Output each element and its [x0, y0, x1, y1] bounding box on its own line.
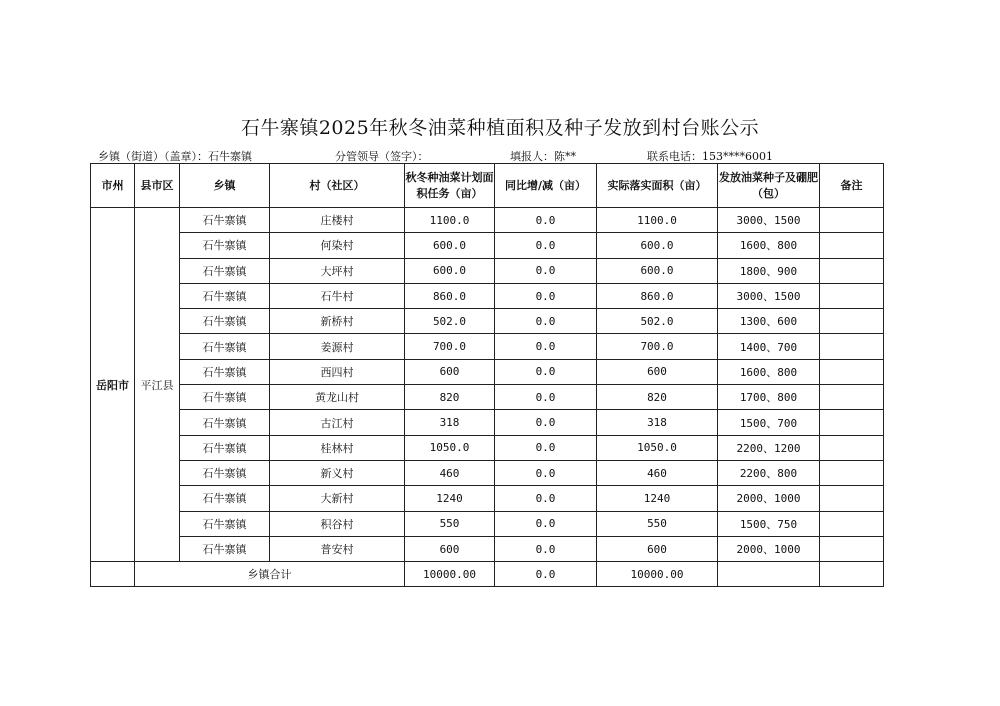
actual-area-cell: 1240 [597, 486, 718, 511]
seed-cell: 3000、1500 [718, 208, 820, 233]
actual-area-cell: 600.0 [597, 233, 718, 258]
note-cell [820, 258, 884, 283]
table-row [91, 283, 884, 308]
header-county: 县市区 [135, 164, 180, 208]
note-cell [820, 486, 884, 511]
town-cell: 石牛寨镇 [180, 536, 270, 561]
table-row [91, 309, 884, 334]
actual-area-cell: 600.0 [597, 258, 718, 283]
village-cell: 黄龙山村 [270, 385, 405, 410]
note-cell [820, 435, 884, 460]
yoy-cell: 0.0 [495, 208, 597, 233]
yoy-cell: 0.0 [495, 359, 597, 384]
town-cell: 石牛寨镇 [180, 410, 270, 435]
village-cell: 新桥村 [270, 309, 405, 334]
village-cell: 大新村 [270, 486, 405, 511]
actual-area-cell: 600 [597, 536, 718, 561]
total-plan-area: 10000.00 [405, 562, 495, 587]
plan-area-cell: 600 [405, 359, 495, 384]
plan-area-cell: 1240 [405, 486, 495, 511]
note-cell [820, 309, 884, 334]
table-row [91, 486, 884, 511]
header-row [91, 164, 884, 208]
table-row [91, 233, 884, 258]
town-cell: 石牛寨镇 [180, 385, 270, 410]
note-cell [820, 460, 884, 485]
actual-area-cell: 860.0 [597, 283, 718, 308]
note-cell [820, 208, 884, 233]
yoy-cell: 0.0 [495, 511, 597, 536]
plan-area-cell: 860.0 [405, 283, 495, 308]
total-yoy: 0.0 [495, 562, 597, 587]
seed-cell: 2200、800 [718, 460, 820, 485]
village-cell: 何染村 [270, 233, 405, 258]
header-actual-area: 实际落实面积（亩） [597, 164, 718, 208]
table-row [91, 536, 884, 561]
city-cell: 岳阳市 [91, 208, 135, 562]
table-row [91, 410, 884, 435]
table-row [91, 258, 884, 283]
yoy-cell: 0.0 [495, 334, 597, 359]
seed-cell: 2200、1200 [718, 435, 820, 460]
total-actual-area: 10000.00 [597, 562, 718, 587]
actual-area-cell: 820 [597, 385, 718, 410]
header-yoy: 同比增/减（亩） [495, 164, 597, 208]
seed-cell: 1500、700 [718, 410, 820, 435]
village-cell: 西四村 [270, 359, 405, 384]
plan-area-cell: 700.0 [405, 334, 495, 359]
actual-area-cell: 460 [597, 460, 718, 485]
plan-area-cell: 318 [405, 410, 495, 435]
plan-area-cell: 600.0 [405, 233, 495, 258]
town-cell: 石牛寨镇 [180, 233, 270, 258]
table-row [91, 385, 884, 410]
planting-ledger-table [90, 163, 884, 587]
village-cell: 石牛村 [270, 283, 405, 308]
seed-cell: 1300、600 [718, 309, 820, 334]
header-town: 乡镇 [180, 164, 270, 208]
yoy-cell: 0.0 [495, 309, 597, 334]
yoy-cell: 0.0 [495, 486, 597, 511]
yoy-cell: 0.0 [495, 460, 597, 485]
town-cell: 石牛寨镇 [180, 435, 270, 460]
seed-cell: 3000、1500 [718, 283, 820, 308]
total-seed-cell [718, 562, 820, 587]
note-cell [820, 334, 884, 359]
town-cell: 石牛寨镇 [180, 334, 270, 359]
seed-cell: 1600、800 [718, 233, 820, 258]
note-cell [820, 410, 884, 435]
actual-area-cell: 1100.0 [597, 208, 718, 233]
table-row [91, 359, 884, 384]
plan-area-cell: 460 [405, 460, 495, 485]
seed-cell: 1800、900 [718, 258, 820, 283]
town-cell: 石牛寨镇 [180, 359, 270, 384]
plan-area-cell: 550 [405, 511, 495, 536]
plan-area-cell: 600.0 [405, 258, 495, 283]
yoy-cell: 0.0 [495, 283, 597, 308]
town-cell: 石牛寨镇 [180, 486, 270, 511]
village-cell: 积谷村 [270, 511, 405, 536]
filler-label: 填报人：陈** [510, 150, 576, 163]
town-cell: 石牛寨镇 [180, 309, 270, 334]
county-cell: 平江县 [135, 208, 180, 562]
village-cell: 大坪村 [270, 258, 405, 283]
table-row [91, 511, 884, 536]
yoy-cell: 0.0 [495, 385, 597, 410]
header-seed: 发放油菜种子及硼肥（包） [718, 164, 820, 208]
table-row [91, 435, 884, 460]
note-cell [820, 283, 884, 308]
plan-area-cell: 820 [405, 385, 495, 410]
village-cell: 古江村 [270, 410, 405, 435]
seed-cell: 1600、800 [718, 359, 820, 384]
town-cell: 石牛寨镇 [180, 511, 270, 536]
table-row [91, 460, 884, 485]
village-cell: 庄楼村 [270, 208, 405, 233]
town-cell: 石牛寨镇 [180, 460, 270, 485]
header-city: 市州 [91, 164, 135, 208]
note-cell [820, 385, 884, 410]
village-cell: 新义村 [270, 460, 405, 485]
document-title: 石牛寨镇2025年秋冬油菜种植面积及种子发放到村台账公示 [240, 117, 760, 139]
township-stamp-label: 乡镇（街道）（盖章）：石牛寨镇 [98, 150, 252, 163]
leader-signature-label: 分管领导（签字）： [335, 150, 429, 163]
table-row [91, 334, 884, 359]
total-note-cell [820, 562, 884, 587]
village-cell: 桂林村 [270, 435, 405, 460]
village-cell: 普安村 [270, 536, 405, 561]
town-cell: 石牛寨镇 [180, 258, 270, 283]
plan-area-cell: 502.0 [405, 309, 495, 334]
town-cell: 石牛寨镇 [180, 283, 270, 308]
actual-area-cell: 700.0 [597, 334, 718, 359]
plan-area-cell: 1050.0 [405, 435, 495, 460]
actual-area-cell: 1050.0 [597, 435, 718, 460]
header-plan-area: 秋冬种油菜计划面积任务（亩） [405, 164, 495, 208]
header-note: 备注 [820, 164, 884, 208]
actual-area-cell: 502.0 [597, 309, 718, 334]
header-village: 村（社区） [270, 164, 405, 208]
yoy-cell: 0.0 [495, 435, 597, 460]
seed-cell: 1700、800 [718, 385, 820, 410]
seed-cell: 1500、750 [718, 511, 820, 536]
village-cell: 姜源村 [270, 334, 405, 359]
yoy-cell: 0.0 [495, 233, 597, 258]
note-cell [820, 536, 884, 561]
phone-label: 联系电话：153****6001 [647, 150, 773, 163]
ledger-body [91, 208, 884, 587]
table-row [91, 208, 884, 233]
seed-cell: 1400、700 [718, 334, 820, 359]
town-cell: 石牛寨镇 [180, 208, 270, 233]
note-cell [820, 233, 884, 258]
actual-area-cell: 600 [597, 359, 718, 384]
actual-area-cell: 318 [597, 410, 718, 435]
actual-area-cell: 550 [597, 511, 718, 536]
note-cell [820, 359, 884, 384]
yoy-cell: 0.0 [495, 258, 597, 283]
total-label: 乡镇合计 [135, 562, 405, 587]
seed-cell: 2000、1000 [718, 486, 820, 511]
yoy-cell: 0.0 [495, 410, 597, 435]
total-row [91, 562, 884, 587]
seed-cell: 2000、1000 [718, 536, 820, 561]
note-cell [820, 511, 884, 536]
plan-area-cell: 600 [405, 536, 495, 561]
total-city-cell [91, 562, 135, 587]
yoy-cell: 0.0 [495, 536, 597, 561]
plan-area-cell: 1100.0 [405, 208, 495, 233]
